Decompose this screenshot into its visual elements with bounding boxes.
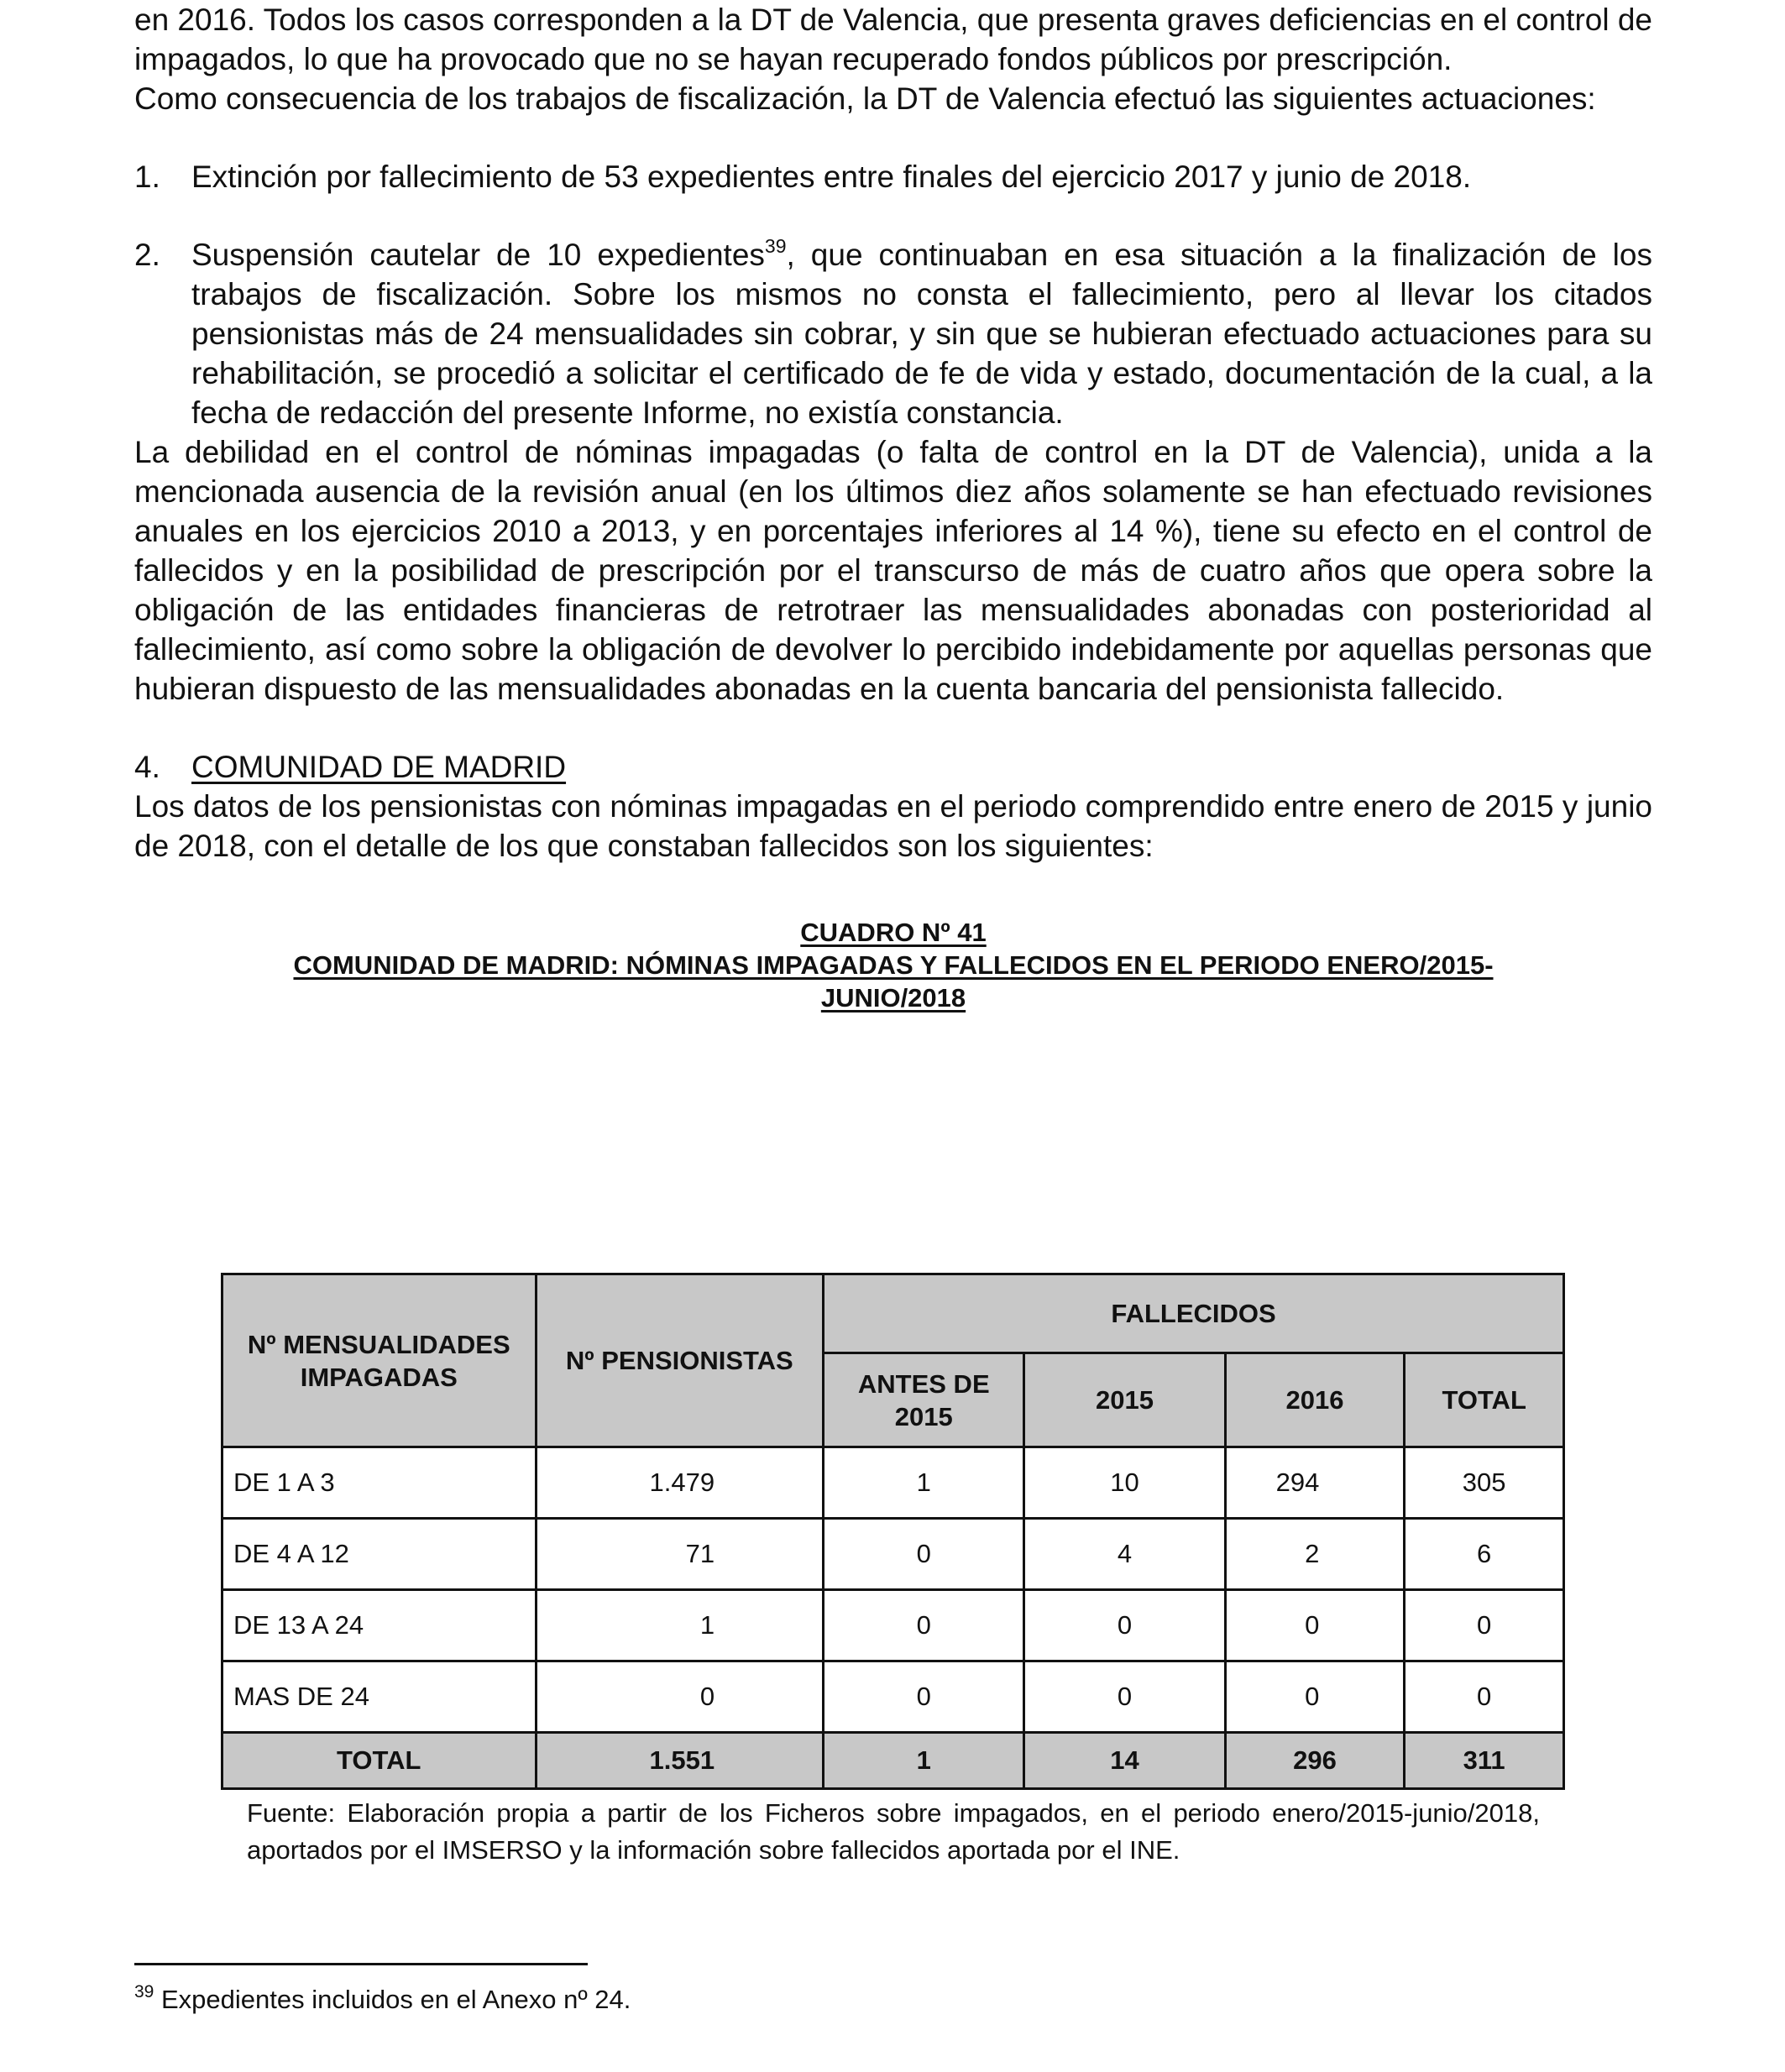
footnote-text: Expedientes incluidos en el Anexo nº 24. bbox=[160, 1985, 631, 2014]
header-total: TOTAL bbox=[1405, 1353, 1564, 1447]
paragraph-2: Como consecuencia de los trabajos de fiscalización, la DT de Valencia efectuó las siguientes actuaciones: bbox=[134, 81, 1596, 116]
cell-pensionistas: 71 bbox=[536, 1519, 824, 1590]
section-heading bbox=[134, 747, 1652, 787]
footnote-reference: 39 bbox=[764, 234, 787, 257]
cell-2016: 2 bbox=[1225, 1519, 1405, 1590]
cell-2015: 4 bbox=[1024, 1519, 1225, 1590]
list-item-text-end: , que continuaban en esa situación a la finalización de los trabajos de fiscalización. Sobre los mismos no consta el fallecimiento, pero al llevar los citados pensionistas más de 24 mensualidades sin cobrar, y sin que se hubieran efectuado actuaciones para su rehabilitación, se procedió a solicitar el certificado de fe de vida y estado, documentación de la cual, a la fecha de redacción del presente Informe, no existía constancia. bbox=[191, 238, 1652, 430]
total-label: TOTAL bbox=[222, 1733, 537, 1789]
row-label: DE 4 A 12 bbox=[222, 1519, 537, 1590]
total-2015: 14 bbox=[1024, 1733, 1225, 1789]
cell-2016: 294 bbox=[1225, 1447, 1405, 1519]
section-number: 4. bbox=[134, 750, 160, 784]
table-caption bbox=[134, 916, 1652, 1014]
header-mensualidades: Nº MENSUALIDADES IMPAGADAS bbox=[222, 1274, 537, 1447]
table-row bbox=[222, 1661, 1564, 1733]
cell-2016: 0 bbox=[1225, 1661, 1405, 1733]
paragraph-3: La debilidad en el control de nóminas impagadas (o falta de control en la DT de Valencia), unida a la mencionada ausencia de la revisión anual (en los últimos diez años solamente se han efectuado revisiones anuales en los ejercicios 2010 a 2013, y en porcentajes inferiores al 14 %), tiene su efecto en el control de fallecidos y en la posibilidad de prescripción por el transcurso de más de cuatro años que opera sobre la obligación de las entidades financieras de retrotraer las mensualidades abonadas con posterioridad al fallecimiento, así como sobre la obligación de devolver lo percibido indebidamente por aquellas personas que hubieran dispuesto de las mensualidades abonadas en la cuenta bancaria del pensionista fallecido. bbox=[134, 435, 1652, 706]
cell-pensionistas: 0 bbox=[536, 1661, 824, 1733]
section-title: COMUNIDAD DE MADRID bbox=[191, 750, 567, 784]
row-label: DE 1 A 3 bbox=[222, 1447, 537, 1519]
data-table bbox=[221, 1273, 1565, 1790]
table-title: COMUNIDAD DE MADRID: NÓMINAS IMPAGADAS Y FALLECIDOS EN EL PERIODO ENERO/2015-JUNIO/2018 bbox=[293, 950, 1494, 1012]
cell-antes: 0 bbox=[824, 1590, 1024, 1661]
list-item-number: 2. bbox=[134, 238, 160, 272]
table-source-note: Fuente: Elaboración propia a partir de los Ficheros sobre impagados, en el periodo enero/2015-junio/2018, aportados por el IMSERSO y la información sobre fallecidos aportada por el INE. bbox=[247, 1798, 1540, 1865]
paragraph-1: en 2016. Todos los casos corresponden a la DT de Valencia, que presenta graves deficiencias en el control de impagados, lo que ha provocado que no se hayan recuperado fondos públicos por prescripción. bbox=[134, 3, 1652, 76]
list-item-text-start: Suspensión cautelar de 10 expedientes bbox=[191, 238, 765, 272]
total-pensionistas: 1.551 bbox=[536, 1733, 824, 1789]
cell-2016: 0 bbox=[1225, 1590, 1405, 1661]
table-row bbox=[222, 1590, 1564, 1661]
cell-pensionistas: 1.479 bbox=[536, 1447, 824, 1519]
total-antes: 1 bbox=[824, 1733, 1024, 1789]
cell-2015: 0 bbox=[1024, 1590, 1225, 1661]
row-label: DE 13 A 24 bbox=[222, 1590, 537, 1661]
cell-total: 6 bbox=[1405, 1519, 1564, 1590]
cell-total: 0 bbox=[1405, 1661, 1564, 1733]
table-number: CUADRO Nº 41 bbox=[800, 918, 987, 947]
list-item-number: 1. bbox=[134, 160, 160, 194]
cell-antes: 0 bbox=[824, 1519, 1024, 1590]
footnote-divider bbox=[134, 1963, 588, 1965]
list-item-text bbox=[191, 235, 1652, 432]
header-2016: 2016 bbox=[1225, 1353, 1405, 1447]
total-2016: 296 bbox=[1225, 1733, 1405, 1789]
cell-antes: 1 bbox=[824, 1447, 1024, 1519]
header-2015: 2015 bbox=[1024, 1353, 1225, 1447]
cell-total: 305 bbox=[1405, 1447, 1564, 1519]
cell-2015: 10 bbox=[1024, 1447, 1225, 1519]
list-item-text: Extinción por fallecimiento de 53 expedientes entre finales del ejercicio 2017 y junio de 2018. bbox=[191, 160, 1472, 194]
footnote-number: 39 bbox=[134, 1981, 154, 2001]
table-total-row bbox=[222, 1733, 1564, 1789]
header-antes-2015: ANTES DE 2015 bbox=[824, 1353, 1024, 1447]
footnote bbox=[134, 1983, 631, 2017]
table-row bbox=[222, 1447, 1564, 1519]
table-row bbox=[222, 1519, 1564, 1590]
cell-total: 0 bbox=[1405, 1590, 1564, 1661]
header-fallecidos: FALLECIDOS bbox=[824, 1274, 1564, 1353]
total-total: 311 bbox=[1405, 1733, 1564, 1789]
list-item bbox=[134, 157, 1652, 196]
cell-pensionistas: 1 bbox=[536, 1590, 824, 1661]
cell-antes: 0 bbox=[824, 1661, 1024, 1733]
cell-2015: 0 bbox=[1024, 1661, 1225, 1733]
row-label: MAS DE 24 bbox=[222, 1661, 537, 1733]
document-page bbox=[134, 0, 1652, 1014]
paragraph-4: Los datos de los pensionistas con nóminas impagadas en el periodo comprendido entre enero de 2015 y junio de 2018, con el detalle de los que constaban fallecidos son los siguientes: bbox=[134, 789, 1652, 863]
header-pensionistas: Nº PENSIONISTAS bbox=[536, 1274, 824, 1447]
list-item bbox=[134, 235, 1652, 432]
